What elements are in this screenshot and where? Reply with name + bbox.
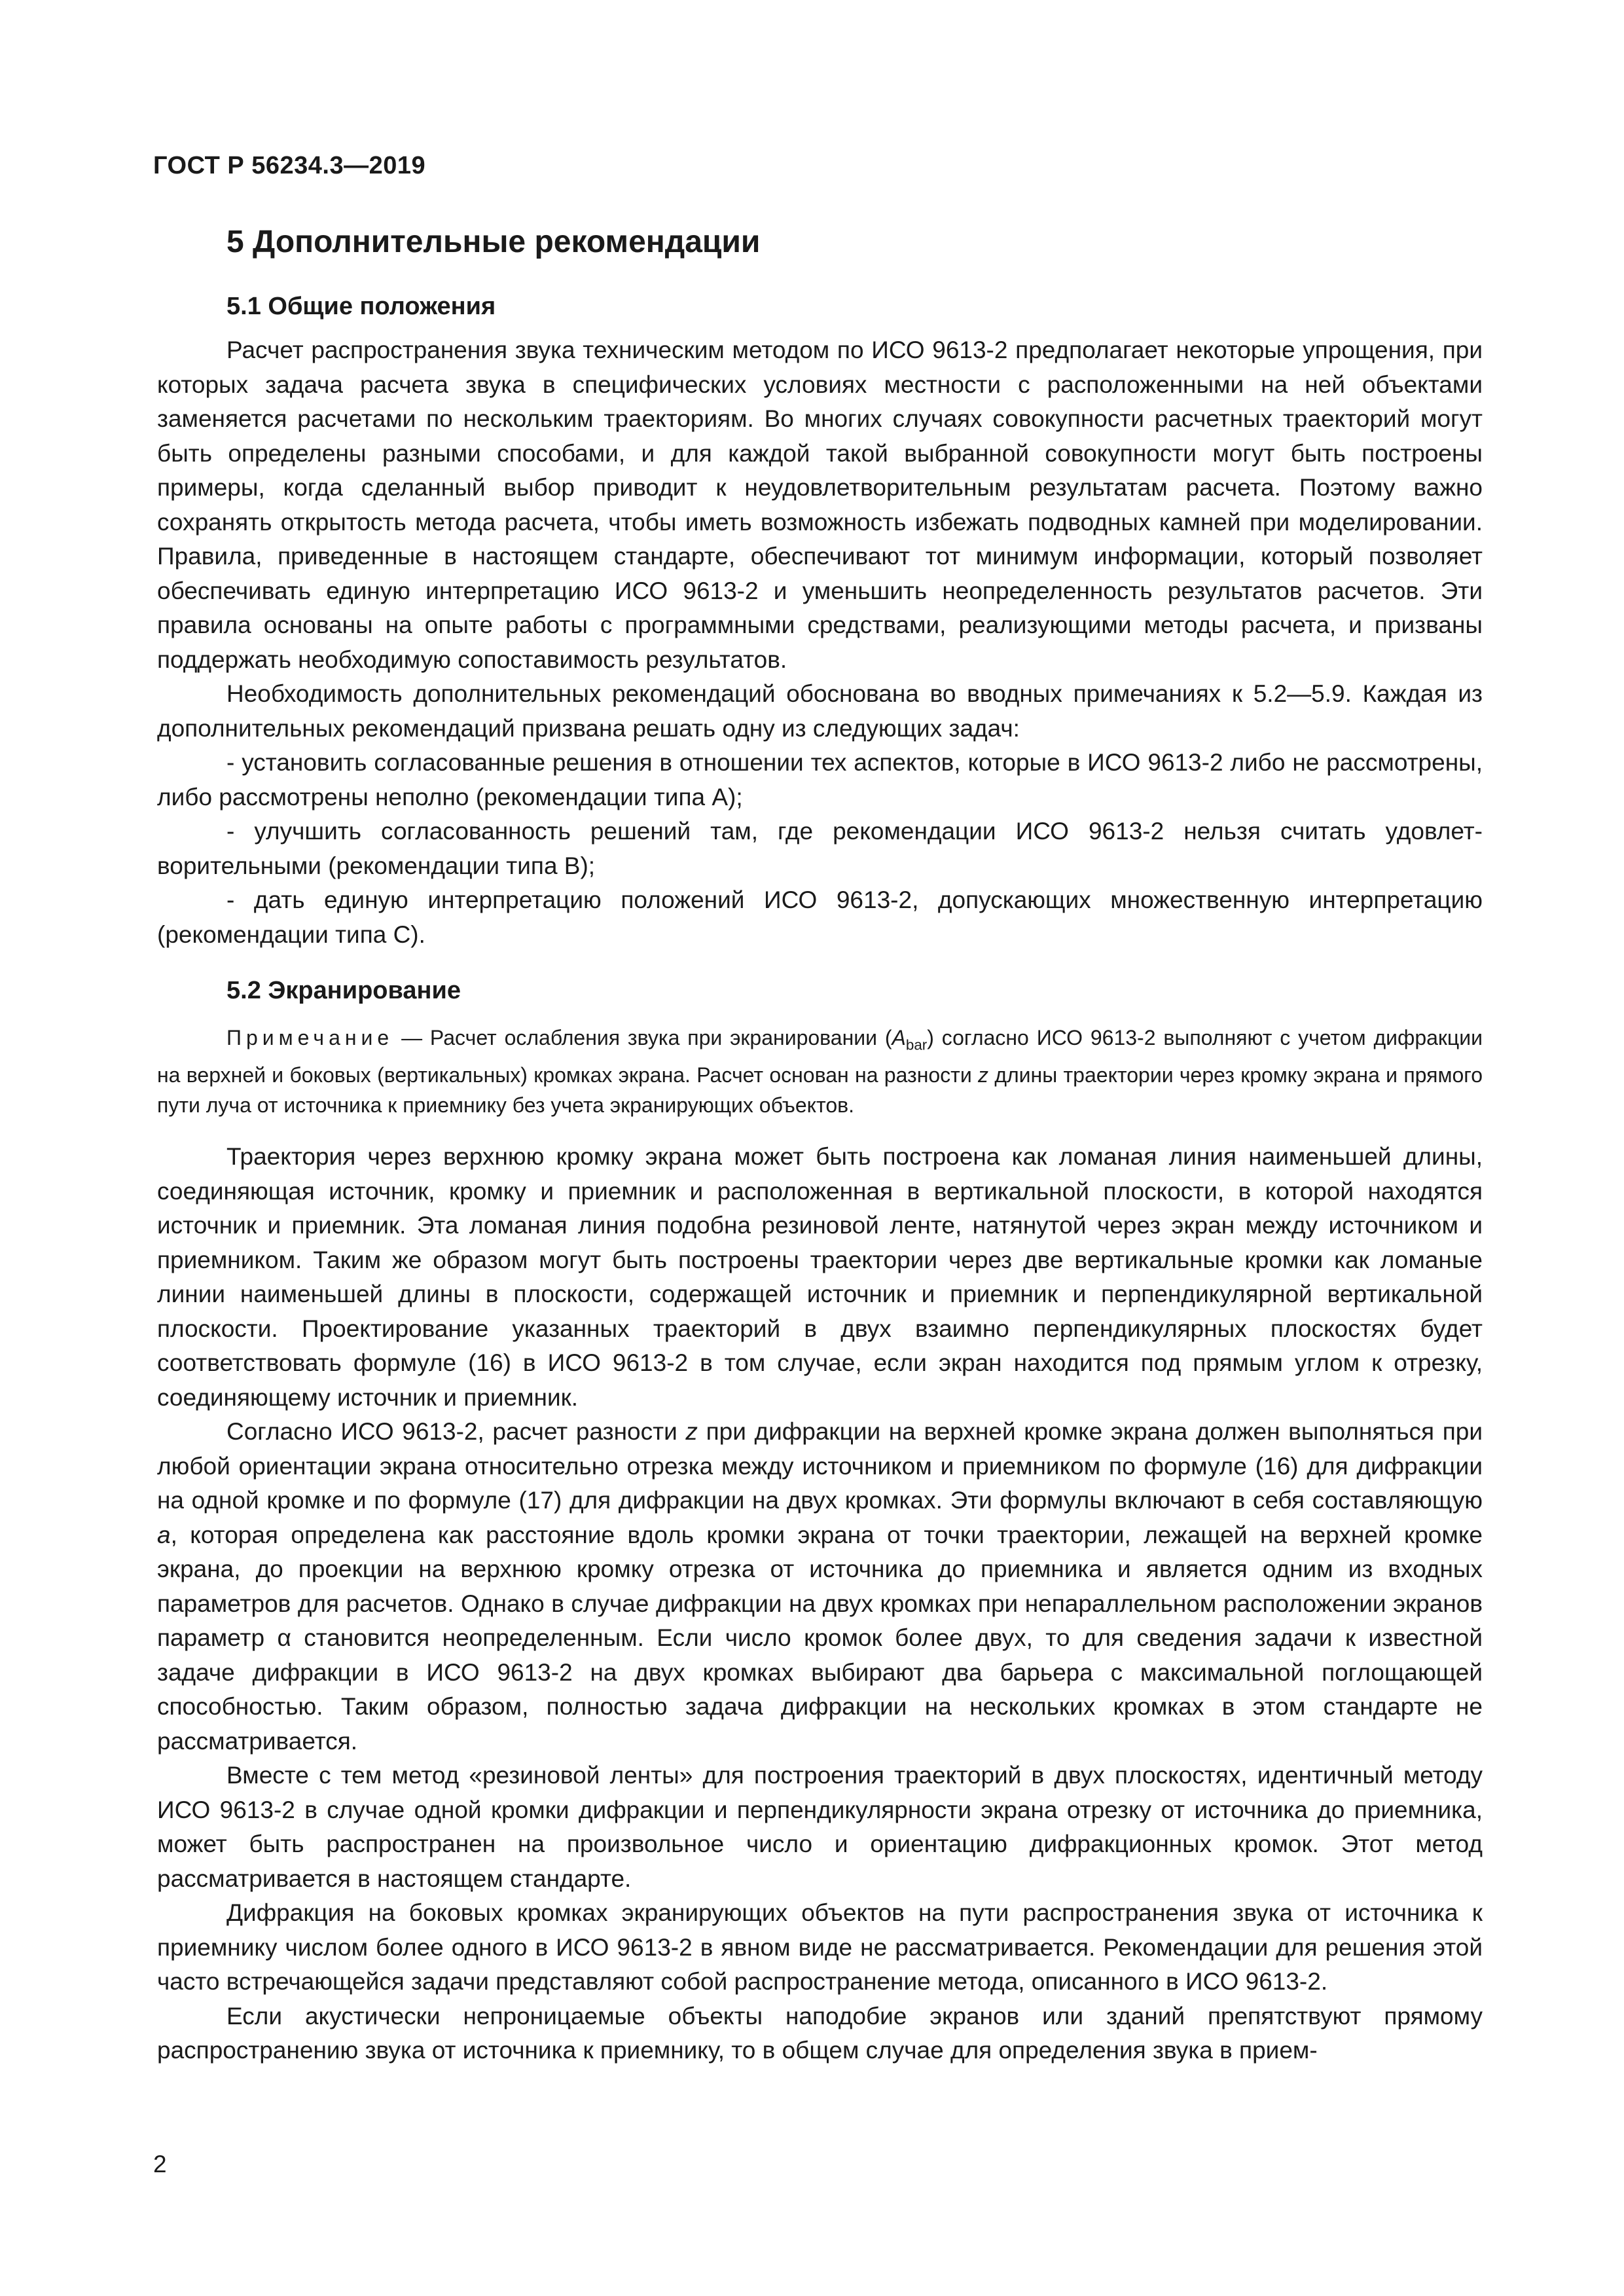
paragraph: Дифракция на боковых кромках экранирующих объектов на пути распространения звука от источника к приемнику числом более одного в ИСО 9613-2 в явном виде не рассматривается. Рекомендации для решения этой часто встречающейся задачи представляют собой распространение метода, описанного в ИСО 9613-2. <box>157 1899 1483 1995</box>
note-text: ) согласно ИСО 9613-2 выполняют с учетом дифракции на верхней и боковых (вертикальных) кромках экрана. Расчет основан на разности <box>157 1026 1483 1087</box>
note-text: длины траектории через кромку экрана и прямого пути луча от источника к приемнику без учета экранирующих объектов. <box>157 1063 1483 1118</box>
list-item: - установить согласованные решения в отношении тех аспектов, которые в ИСО 9613-2 либо не рассмотрены, либо рассмотрены неполно (рекомендации типа А); <box>157 749 1483 811</box>
paragraph: Вместе с тем метод «резиновой ленты» для построения траекторий в двух плоскостях, идентичный методу ИСО 9613-2 в случае одной кромки дифракции и перпендикулярности экрана отрезку от источника до приемника, может быть распространен на произвольное число и ориентацию дифракционных кромок. Этот метод рассматривается в настоящем стандарте. <box>157 1762 1483 1892</box>
note-symbol: A <box>892 1026 906 1049</box>
page-content <box>157 219 1483 2068</box>
page-number: 2 <box>153 2151 167 2178</box>
paragraph-text: Согласно ИСО 9613-2, расчет разности <box>226 1418 686 1446</box>
paragraph-text: при дифракции на верхней кромке экрана должен выполняться при любой ориентации экрана относительно отрезка между источником и приемником по формуле (16) для дифракции на одной кромке и по формуле (17) для дифракции на двух кромках. Эти формулы включают в себя составляющую <box>157 1418 1483 1514</box>
subsection-title-5-2: 5.2 Экранирование <box>226 977 461 1004</box>
note-variable-z: z <box>978 1063 989 1087</box>
variable-a: a <box>157 1521 171 1548</box>
document-code: ГОСТ Р 56234.3—2019 <box>153 152 426 179</box>
subsection-title-5-1: 5.1 Общие положения <box>226 293 496 320</box>
paragraph: Необходимость дополнительных рекомендаций обоснована во вводных примечаниях к 5.2—5.9. Каждая из дополнительных рекомендаций призвана решать одну из следующих задач: <box>157 680 1483 742</box>
section-title: 5 Дополнительные рекомендации <box>226 225 761 259</box>
paragraph: Если акустически непроницаемые объекты наподобие экранов или зданий препятствуют прямому распространению звука от источника к приемнику, то в общем случае для определения звука в прием- <box>157 2002 1483 2064</box>
note-text: — Расчет ослабления звука при экранировании ( <box>393 1026 892 1049</box>
list-item: - дать единую интерпретацию положений ИСО 9613-2, допускающих множественную интерпретацию (рекомендации типа С). <box>157 886 1483 948</box>
paragraph: Расчет распространения звука техническим методом по ИСО 9613-2 предполагает некоторые упрощения, при которых задача расчета звука в специфических условиях местности с расположенными на ней объектами заменяется расчетами по нескольким траекториям. Во многих случаях совокупности расчетных траекторий могут быть определены разными способами, и для каждой такой выбранной совокупности могут быть построены примеры, когда сделанный выбор приводит к неудовлетворительным результатам расчета. Поэтому важно сохранять открытость метода расчета, чтобы иметь возможность избежать подводных камней при моделировании. Правила, приведенные в настоящем стандарте, обеспечивают тот минимум информации, который позволяет обеспечивать единую интерпретацию ИСО 9613-2 и уменьшить неопределенность результатов расчетов. Эти правила основаны на опыте работы с программными средствами, реализующими методы расчета, и призваны поддержать необходимую сопоставимость результатов. <box>157 337 1483 673</box>
note <box>157 1023 1483 1120</box>
note-subscript: bar <box>905 1036 928 1053</box>
paragraph: Траектория через верхнюю кромку экрана может быть построена как ломаная линия наименьшей длины, соединяющая источник, кромку и приемник и расположенная в вертикальной плоскости, в которой находятся источник и приемник. Эта ломаная линия подобна резиновой ленте, натянутой через экран между источником и приемником. Таким же образом могут быть построены траектории через две вертикальные кромки как ломаные линии наименьшей длины в плоскости, содержащей источник и приемник и перпендикулярной вертикальной плоскости. Проектирование указанных траекторий в двух взаимно перпендикулярных плоскостях будет соответствовать формуле (16) в ИСО 9613-2 в том случае, если экран находится под прямым углом к отрезку, соединяющему источник и приемник. <box>157 1143 1483 1411</box>
paragraph <box>157 1415 1483 1758</box>
paragraph-text: , которая определена как расстояние вдоль кромки экрана от точки траектории, лежащей на верхней кромке экрана, до проекции на верхнюю кромку отрезка от источника до приемника и является одним из входных параметров для расчетов. Однако в случае дифракции на двух кромках при непараллельном расположении экранов параметр α становится неопределенным. Если число кромок более двух, то для сведения задачи к известной задаче дифракции в ИСО 9613-2 на двух кромках выбирают два барьера с максимальной поглощающей способностью. Таким образом, полностью задача дифракции на нескольких кромках в этом стандарте не рассматривается. <box>157 1521 1483 1755</box>
note-label: Примечание <box>226 1026 394 1049</box>
list-item: - улучшить согласованность решений там, где рекомендации ИСО 9613-2 нельзя считать удовлетворительными (рекомендации типа В); <box>157 818 1483 879</box>
variable-z: z <box>685 1418 698 1446</box>
